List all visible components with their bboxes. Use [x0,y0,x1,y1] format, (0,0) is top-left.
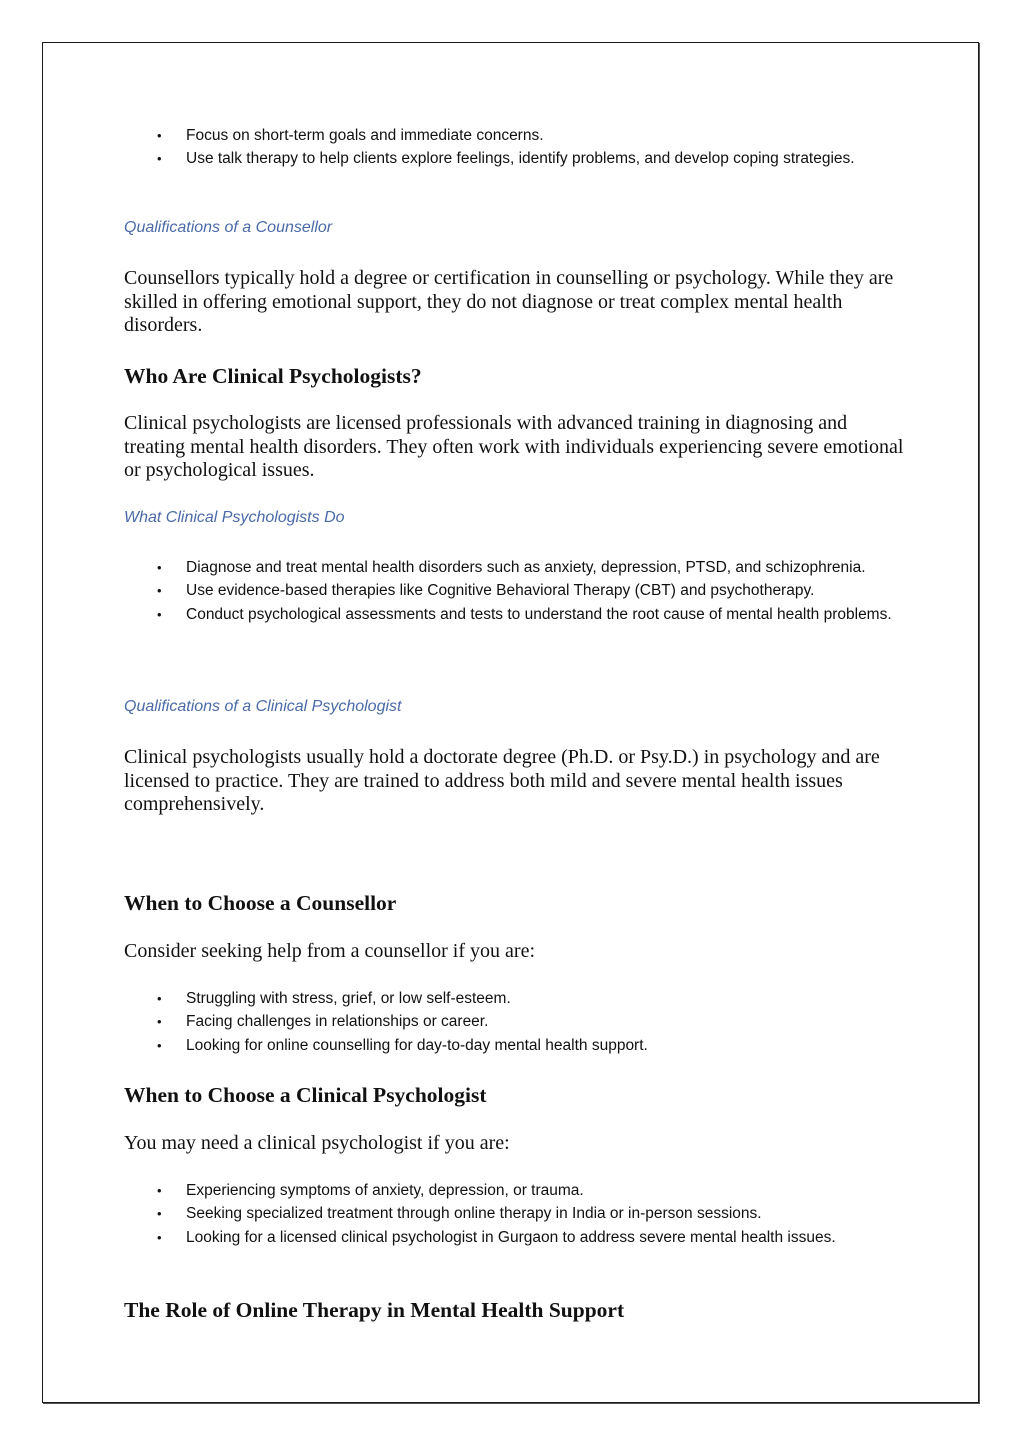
subheading-qualifications-counsellor: Qualifications of a Counsellor [124,219,333,236]
paragraph-clinical-intro: Clinical psychologists are licensed professionals with advanced training in diagnosing and treating mental health disorders. They often work with individuals experiencing severe emotional or psychological issues. [124,412,904,481]
bullet-icon: • [157,1014,162,1030]
paragraph-choose-counsellor: Consider seeking help from a counsellor if you are: [124,940,535,962]
bullet-icon: • [157,1183,162,1198]
list-item: • Conduct psychological assessments and tests to understand the root cause of mental health problems. [124,603,914,626]
list-item: • Struggling with stress, grief, or low self-esteem. [124,987,914,1010]
bullet-icon: • [157,606,162,622]
list-item: • Experiencing symptoms of anxiety, depression, or trauma. [124,1179,914,1202]
list-item: • Diagnose and treat mental health disorders such as anxiety, depression, PTSD, and schizophrenia. [124,556,914,579]
list-item: • Facing challenges in relationships or career. [124,1010,914,1033]
list-item: • Use talk therapy to help clients explore feelings, identify problems, and develop coping strategies. [124,147,914,170]
paragraph-choose-clinical: You may need a clinical psychologist if you are: [124,1132,510,1154]
paragraph-clinical-qualifications: Clinical psychologists usually hold a doctorate degree (Ph.D. or Psy.D.) in psychology and are licensed to practice. They are trained to address both mild and severe mental health issues comprehensively. [124,746,880,815]
list-item: • Focus on short-term goals and immediate concerns. [124,124,914,147]
bullet-icon: • [157,128,162,143]
counsellor-approach-list [124,124,914,171]
bullet-icon: • [157,151,162,167]
heading-when-to-choose-clinical: When to Choose a Clinical Psychologist [124,1083,487,1107]
bullet-icon: • [157,583,162,599]
bullet-icon: • [157,1206,162,1222]
counsellor-reasons-list [124,987,914,1057]
subheading-what-clinical-psychologists-do: What Clinical Psychologists Do [124,509,345,526]
list-item: • Seeking specialized treatment through online therapy in India or in-person sessions. [124,1202,914,1225]
list-item: • Use evidence-based therapies like Cognitive Behavioral Therapy (CBT) and psychotherapy. [124,579,914,602]
subheading-qualifications-clinical: Qualifications of a Clinical Psychologist [124,698,402,715]
bullet-icon: • [157,560,162,575]
bullet-icon: • [157,991,162,1006]
bullet-icon: • [157,1037,162,1053]
paragraph-counsellor-qualifications: Counsellors typically hold a degree or certification in counselling or psychology. While they are skilled in offering emotional support, they do not diagnose or treat complex mental health disorders. [124,267,894,336]
list-item: • Looking for a licensed clinical psychologist in Gurgaon to address severe mental health issues. [124,1226,914,1249]
clinical-reasons-list [124,1179,914,1249]
list-item: • Looking for online counselling for day-to-day mental health support. [124,1034,914,1057]
bullet-icon: • [157,1229,162,1245]
heading-when-to-choose-counsellor: When to Choose a Counsellor [124,891,397,915]
heading-who-are-clinical-psychologists: Who Are Clinical Psychologists? [124,364,422,388]
heading-online-therapy-role: The Role of Online Therapy in Mental Health Support [124,1298,625,1322]
clinical-duties-list [124,556,914,626]
